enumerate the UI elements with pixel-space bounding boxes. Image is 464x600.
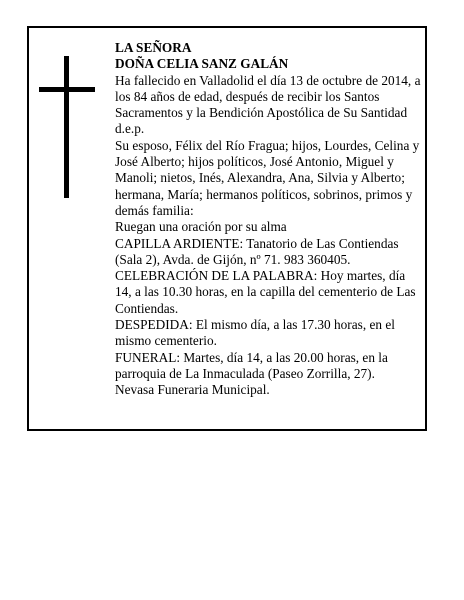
cross-icon — [39, 56, 95, 198]
cross-horizontal-bar — [39, 87, 95, 92]
family-list: Su esposo, Félix del Río Fragua; hijos, Lourdes, Celina y José Alberto; hijos políticos, José Antonio, Miguel y Manoli; nietos, Inés, Alexandra, Ana, Silvia y Alberto; hermana, María; hermanos políticos, sobrinos, primos y demás familia: — [115, 137, 420, 218]
deceased-name: DOÑA CELIA SANZ GALÁN — [115, 56, 289, 72]
deceased-title: LA SEÑORA — [115, 40, 192, 55]
death-announcement: Ha fallecido en Valladolid el día 13 de octubre de 2014, a los 84 años de edad, después de recibir los Santos Sacramentos y la Bendición Apostólica de Su Santidad d.e.p. — [115, 72, 421, 137]
funeral-home: Nevasa Funeraria Municipal. — [115, 382, 270, 398]
cross-vertical-bar — [64, 56, 69, 198]
wake-info: CAPILLA ARDIENTE: Tanatorio de Las Contiendas (Sala 2), Avda. de Gijón, nº 71. 983 360405. — [115, 235, 399, 267]
obituary-notice — [27, 26, 427, 431]
ceremony-info: CELEBRACIÓN DE LA PALABRA: Hoy martes, día 14, a las 10.30 horas, en la capilla del cementerio de Las Contiendas. — [115, 268, 416, 316]
funeral-info: FUNERAL: Martes, día 14, a las 20.00 horas, en la parroquia de La Inmaculada (Paseo Zorrilla, 27). — [115, 349, 388, 381]
notice-text — [115, 40, 421, 399]
farewell-info: DESPEDIDA: El mismo día, a las 17.30 horas, en el mismo cementerio. — [115, 317, 395, 349]
prayer-request: Ruegan una oración por su alma — [115, 219, 287, 235]
